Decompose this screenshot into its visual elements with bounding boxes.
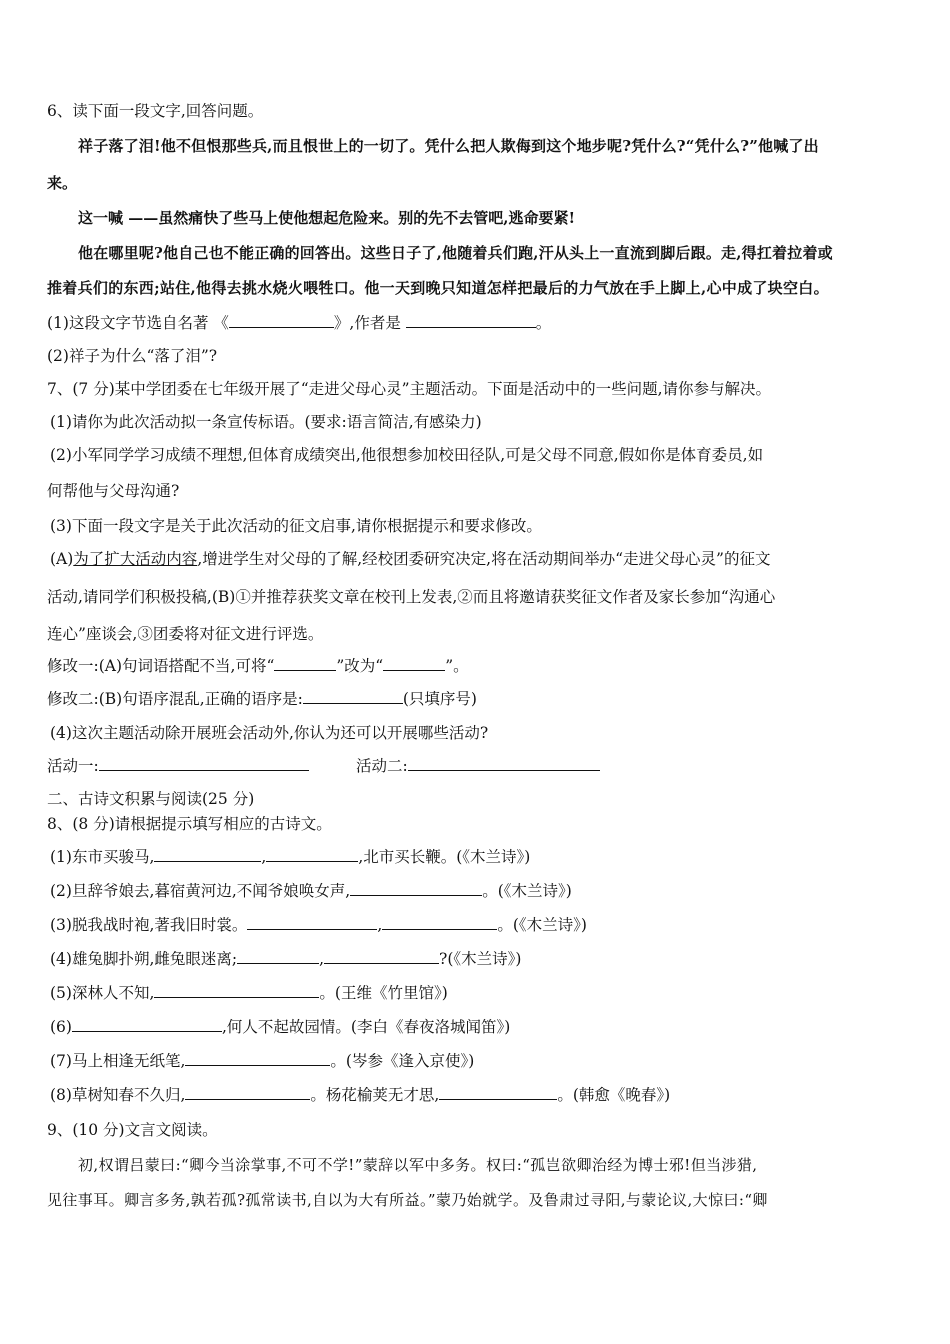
- q6-title: 6、读下面一段文字,回答问题。: [47, 102, 264, 120]
- poem-blank[interactable]: [382, 915, 497, 930]
- order-blank[interactable]: [303, 689, 403, 704]
- q7-notice-line: 连心”座谈会,③团委将对征文进行评选。: [47, 625, 324, 643]
- poem-blank[interactable]: [247, 915, 377, 930]
- poem-text: ,北市买长鞭。(《木兰诗》): [358, 848, 531, 866]
- poem-text: (6): [50, 1018, 72, 1036]
- poem-text: 。(岑参《逢入京使》): [330, 1052, 475, 1070]
- fix1-original-blank[interactable]: [274, 656, 336, 671]
- q6-sub2: (2)祥子为什么“落了泪”?: [47, 347, 218, 365]
- poem-text: (5)深林人不知,: [50, 984, 155, 1002]
- section2-title: 二、古诗文积累与阅读(25 分): [47, 790, 255, 808]
- q7-notice-line: [50, 549, 770, 569]
- q7-fix2: [47, 689, 477, 709]
- poem-text: ,: [261, 848, 267, 866]
- poem-blank[interactable]: [154, 983, 319, 998]
- poem-text: ,何人不起故园情。(李白《春夜洛城闻笛》): [221, 1018, 511, 1036]
- q8-line1: [50, 847, 530, 867]
- q8-line3: [50, 915, 587, 935]
- q6-passage-line: 祥子落了泪!他不但恨那些兵,而且恨世上的一切了。凭什么把人欺侮到这个地步呢?凭什么?“凭什么?”他喊了出: [78, 137, 819, 155]
- fix1-text: 修改一:(A)句词语搭配不当,可将“: [47, 657, 275, 675]
- poem-blank[interactable]: [154, 847, 261, 862]
- poem-text: (2)旦辞爷娘去,暮宿黄河边,不闻爷娘唤女声,: [50, 882, 351, 900]
- poem-text: 。(《木兰诗》): [497, 916, 587, 934]
- poem-text: 。(《木兰诗》): [482, 882, 572, 900]
- q7-notice-line: 活动,请同学们积极投稿,(B)①并推荐获奖文章在校刊上发表,②而且将邀请获奖征文作者及家长参加“沟通心: [47, 588, 776, 606]
- q9-passage-line: 初,权谓吕蒙曰:“卿今当涂掌事,不可不学!”蒙辞以军中多务。权曰:“孤岂欲卿治经为博士邪!但当涉猎,: [78, 1156, 758, 1174]
- poem-blank[interactable]: [237, 949, 319, 964]
- q7-sub3: (3)下面一段文字是关于此次活动的征文启事,请你根据提示和要求修改。: [50, 517, 542, 535]
- poem-text: (1)东市买骏马,: [50, 848, 155, 866]
- poem-text: 。(韩愈《晚春》): [557, 1086, 671, 1104]
- q6-sub1-text: (1)这段文字节选自名著 《: [47, 314, 229, 332]
- q6-sub1-text: 。: [535, 314, 552, 332]
- notice-text: ,增进学生对父母的了解,经校团委研究决定,将在活动期间举办“走进父母心灵”的征文: [197, 550, 771, 568]
- q8-line2: [50, 881, 572, 901]
- fix1-replacement-blank[interactable]: [383, 656, 445, 671]
- q8-title: 8、(8 分)请根据提示填写相应的古诗文。: [47, 815, 332, 833]
- fix1-text: ”。: [445, 657, 469, 675]
- poem-blank[interactable]: [266, 847, 358, 862]
- q8-line5: [50, 983, 448, 1003]
- q6-passage-line: 来。: [47, 174, 78, 192]
- q6-sub1: [47, 313, 551, 333]
- fix2-text: (只填序号): [402, 690, 477, 708]
- q7-sub2-line: (2)小军同学学习成绩不理想,但体育成绩突出,他很想参加校田径队,可是父母不同意,假如你是体育委员,如: [50, 446, 764, 464]
- q7-sub1: (1)请你为此次活动拟一条宣传标语。(要求:语言简洁,有感染力): [50, 413, 482, 431]
- activity1-label: 活动一:: [47, 757, 99, 775]
- q8-line4: [50, 949, 521, 969]
- poem-blank[interactable]: [185, 1051, 330, 1066]
- poem-text: 。(王维《竹里馆》): [319, 984, 448, 1002]
- poem-text: (7)马上相逢无纸笔,: [50, 1052, 186, 1070]
- q9-title: 9、(10 分)文言文阅读。: [47, 1121, 218, 1139]
- poem-blank[interactable]: [72, 1017, 222, 1032]
- poem-text: ?(《木兰诗》): [439, 950, 522, 968]
- q8-line7: [50, 1051, 474, 1071]
- poem-text: ,: [377, 916, 383, 934]
- q6-passage-line: 这一喊 ——虽然痛快了些马上使他想起危险来。别的先不去管吧,逃命要紧!: [78, 209, 576, 227]
- poem-blank[interactable]: [439, 1085, 557, 1100]
- activity2-blank[interactable]: [408, 756, 600, 771]
- underlined-phrase: 为了扩大活动内容: [73, 550, 198, 568]
- q7-activity2: [356, 756, 600, 776]
- poem-text: (3)脱我战时袍,著我旧时裳。: [50, 916, 248, 934]
- q6-passage-line: 推着兵们的东西;站住,他得去挑水烧火喂牲口。他一天到晚只知道怎样把最后的力气放在手上脚上,心中成了块空白。: [47, 279, 829, 297]
- activity1-blank[interactable]: [99, 756, 309, 771]
- q8-line8: [50, 1085, 670, 1105]
- q7-title: 7、(7 分)某中学团委在七年级开展了“走进父母心灵”主题活动。下面是活动中的一些问题,请你参与解决。: [47, 380, 772, 398]
- q7-sub4: (4)这次主题活动除开展班会活动外,你认为还可以开展哪些活动?: [50, 724, 489, 742]
- q7-fix1: [47, 656, 469, 676]
- q7-sub2-line: 何帮他与父母沟通?: [47, 482, 180, 500]
- poem-text: 。杨花榆荚无才思,: [310, 1086, 440, 1104]
- poem-text: ,: [319, 950, 325, 968]
- q8-line6: [50, 1017, 510, 1037]
- q7-activity1: [47, 756, 309, 776]
- poem-text: (8)草树知春不久归,: [50, 1086, 186, 1104]
- q9-passage-line: 见往事耳。卿言多务,孰若孤?孤常读书,自以为大有所益。”蒙乃始就学。及鲁肃过寻阳,与蒙论议,大惊曰:“卿: [47, 1191, 768, 1209]
- activity2-label: 活动二:: [356, 757, 408, 775]
- fix2-text: 修改二:(B)句语序混乱,正确的语序是:: [47, 690, 303, 708]
- fix1-text: ”改为“: [336, 657, 384, 675]
- author-blank[interactable]: [406, 313, 536, 328]
- poem-text: (4)雄兔脚扑朔,雌兔眼迷离;: [50, 950, 238, 968]
- poem-blank[interactable]: [324, 949, 439, 964]
- q6-sub1-text: 》,作者是: [333, 314, 401, 332]
- label-a: (A): [50, 550, 74, 568]
- poem-blank[interactable]: [185, 1085, 310, 1100]
- q6-passage-line: 他在哪里呢?他自己也不能正确的回答出。这些日子了,他随着兵们跑,汗从头上一直流到脚后跟。走,得扛着拉着或: [78, 244, 833, 262]
- book-title-blank[interactable]: [229, 313, 334, 328]
- poem-blank[interactable]: [350, 881, 482, 896]
